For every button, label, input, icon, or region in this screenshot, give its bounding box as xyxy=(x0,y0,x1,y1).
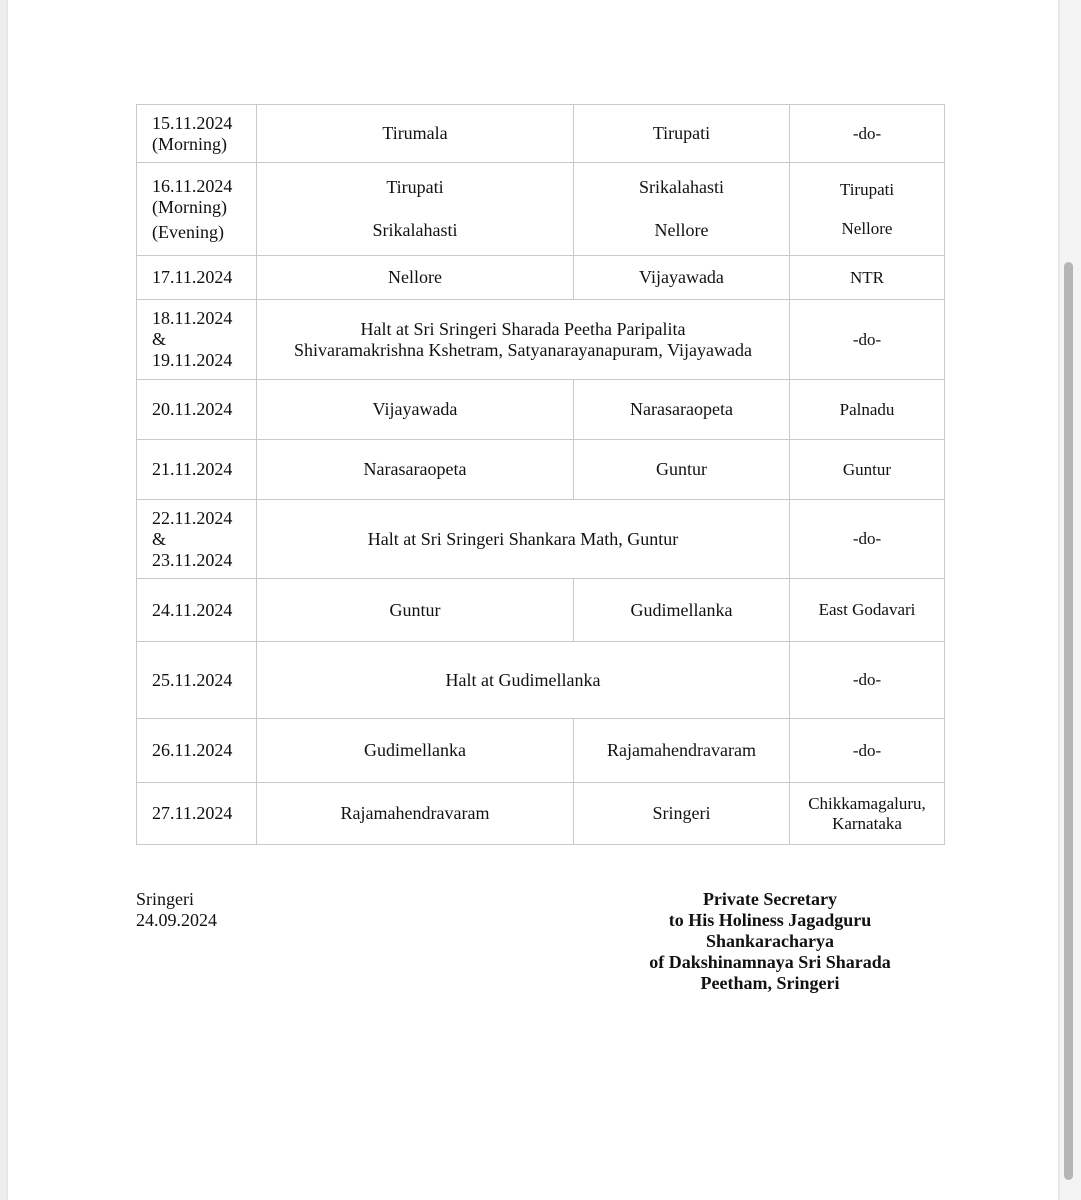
table-row xyxy=(137,500,945,579)
from-cell: Gudimellanka xyxy=(257,719,574,783)
halt-line: Shivaramakrishna Kshetram, Satyanarayanapuram, Vijayawada xyxy=(294,339,752,360)
district-cell: East Godavari xyxy=(790,579,945,642)
district-cell: -do- xyxy=(790,105,945,163)
date-cell: 25.11.2024 xyxy=(137,642,257,719)
date-line: 18.11.2024 xyxy=(152,308,233,328)
itinerary-table xyxy=(136,104,945,845)
signatory-block xyxy=(600,889,940,994)
district-cell: -do- xyxy=(790,719,945,783)
signatory-line: of Dakshinamnaya Sri Sharada xyxy=(649,952,891,972)
scrollbar-thumb[interactable] xyxy=(1064,262,1073,1180)
signatory-line: to His Holiness Jagadguru xyxy=(668,910,872,930)
date-line: 19.11.2024 xyxy=(152,350,233,370)
to-line: Nellore xyxy=(654,220,709,240)
district-cell: -do- xyxy=(790,500,945,579)
halt-cell xyxy=(257,300,790,380)
table-row xyxy=(137,440,945,500)
district-cell xyxy=(790,163,945,256)
halt-cell xyxy=(257,500,790,579)
district-cell xyxy=(790,783,945,845)
date-cell xyxy=(137,163,257,256)
district-cell: -do- xyxy=(790,300,945,380)
to-cell: Rajamahendravaram xyxy=(574,719,790,783)
table-row xyxy=(137,300,945,380)
to-cell: Gudimellanka xyxy=(574,579,790,642)
to-cell: Tirupati xyxy=(574,105,790,163)
footer-place-date xyxy=(136,889,217,931)
from-cell: Vijayawada xyxy=(257,380,574,440)
from-cell xyxy=(257,163,574,256)
from-line: Tirupati xyxy=(386,177,444,197)
halt-cell xyxy=(257,642,790,719)
table-row xyxy=(137,163,945,256)
signatory-line: Shankaracharya xyxy=(705,931,835,951)
to-line: Srikalahasti xyxy=(639,177,724,197)
date-cell: 17.11.2024 xyxy=(137,256,257,300)
table-row xyxy=(137,256,945,300)
date-cell xyxy=(137,500,257,579)
date-cell: 27.11.2024 xyxy=(137,783,257,845)
time-of-day: (Morning) xyxy=(152,196,227,217)
district-cell: Palnadu xyxy=(790,380,945,440)
date-cell: 24.11.2024 xyxy=(137,579,257,642)
date-line: 16.11.2024 xyxy=(152,175,233,196)
signatory-line: Peetham, Sringeri xyxy=(700,973,840,993)
halt-line: Halt at Sri Sringeri Sharada Peetha Paripalita xyxy=(360,318,686,339)
time-of-day: (Evening) xyxy=(152,221,224,242)
to-cell: Narasaraopeta xyxy=(574,380,790,440)
from-cell: Tirumala xyxy=(257,105,574,163)
halt-line: Halt at Sri Sringeri Shankara Math, Guntur xyxy=(367,528,679,549)
from-line: Srikalahasti xyxy=(372,220,458,240)
footer-date: 24.09.2024 xyxy=(136,910,217,930)
date-cell xyxy=(137,300,257,380)
to-cell xyxy=(574,163,790,256)
signatory-line: Private Secretary xyxy=(702,889,838,909)
date-line: 23.11.2024 xyxy=(152,549,233,570)
to-cell: Guntur xyxy=(574,440,790,500)
to-cell: Sringeri xyxy=(574,783,790,845)
date-cell: 21.11.2024 xyxy=(137,440,257,500)
table-row xyxy=(137,783,945,845)
district-line: Karnataka xyxy=(832,813,902,833)
date-separator: & xyxy=(152,329,167,349)
date-cell: 26.11.2024 xyxy=(137,719,257,783)
district-line: Tirupati xyxy=(839,179,895,199)
date-cell xyxy=(137,105,257,163)
from-cell: Guntur xyxy=(257,579,574,642)
district-cell: -do- xyxy=(790,642,945,719)
date-separator: & xyxy=(152,528,167,549)
table-row xyxy=(137,579,945,642)
time-of-day: (Morning) xyxy=(152,133,227,154)
district-line: Nellore xyxy=(841,218,893,238)
from-cell: Narasaraopeta xyxy=(257,440,574,500)
to-cell: Vijayawada xyxy=(574,256,790,300)
date-cell: 20.11.2024 xyxy=(137,380,257,440)
date-line: 15.11.2024 xyxy=(152,112,233,133)
footer-place: Sringeri xyxy=(136,889,194,909)
from-cell: Rajamahendravaram xyxy=(257,783,574,845)
halt-line: Halt at Gudimellanka xyxy=(445,669,601,690)
district-cell: NTR xyxy=(790,256,945,300)
date-line: 22.11.2024 xyxy=(152,507,233,528)
table-row xyxy=(137,105,945,163)
district-cell: Guntur xyxy=(790,440,945,500)
table-row xyxy=(137,380,945,440)
table-row xyxy=(137,642,945,719)
table-row xyxy=(137,719,945,783)
from-cell: Nellore xyxy=(257,256,574,300)
district-line: Chikkamagaluru, xyxy=(808,793,926,813)
